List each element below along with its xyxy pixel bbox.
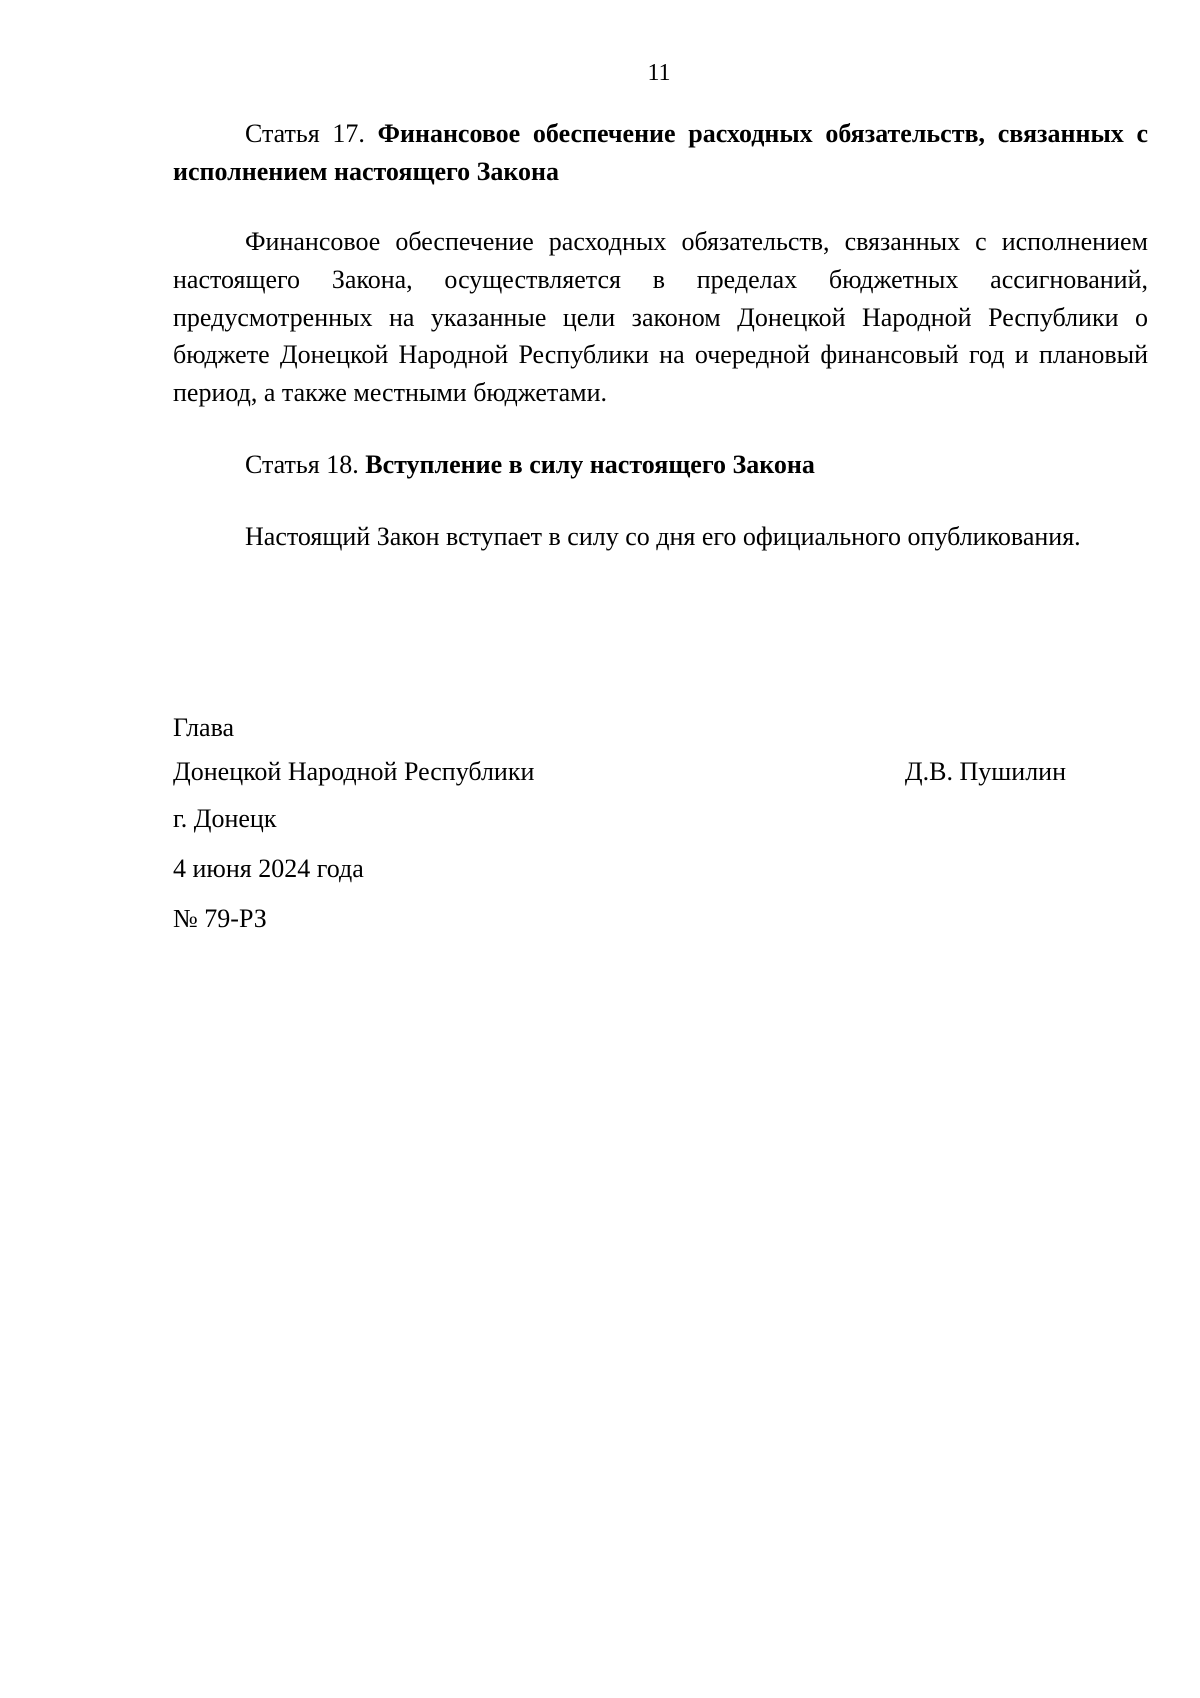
article-17-heading <box>173 115 1148 191</box>
article-18-label: Статья 18. <box>245 449 359 479</box>
article-18-text: Настоящий Закон вступает в силу со дня его официального опубликования. <box>245 521 1081 551</box>
place: г. Донецк <box>173 804 277 833</box>
law-number: № 79-РЗ <box>173 904 267 933</box>
signer-position-line2 <box>173 750 1148 794</box>
date: 4 июня 2024 года <box>173 854 364 883</box>
signer-name: Д.В. Пушилин <box>904 757 1066 786</box>
article-18-title: Вступление в силу настоящего Закона <box>365 449 815 479</box>
spacer <box>173 191 1148 223</box>
page-number: 11 <box>647 60 671 86</box>
article-17-title: Финансовое обеспечение расходных обязательств, связанных с исполнением настоящего Закона <box>173 119 1148 186</box>
signer-position-org: Донецкой Народной Республики <box>173 757 535 786</box>
document-body <box>173 115 1148 556</box>
signer-position-line1 <box>173 706 1148 750</box>
article-17-text: Финансовое обеспечение расходных обязательств, связанных с исполнением настоящего Закона, осуществляется в пределах бюджетных ассигнований, предусмотренных на указанные цели законом Донецкой Народной Республики о бюджете Донецкой Народной Республики на очередной финансовый год и плановый период, а также местными бюджетами. <box>173 227 1148 408</box>
signature-block <box>173 706 1148 944</box>
signer-position-title: Глава <box>173 713 235 742</box>
spacer <box>173 412 1148 446</box>
spacer <box>173 484 1148 518</box>
article-18-heading <box>173 446 1148 484</box>
article-17-label: Статья 17. <box>245 119 365 148</box>
